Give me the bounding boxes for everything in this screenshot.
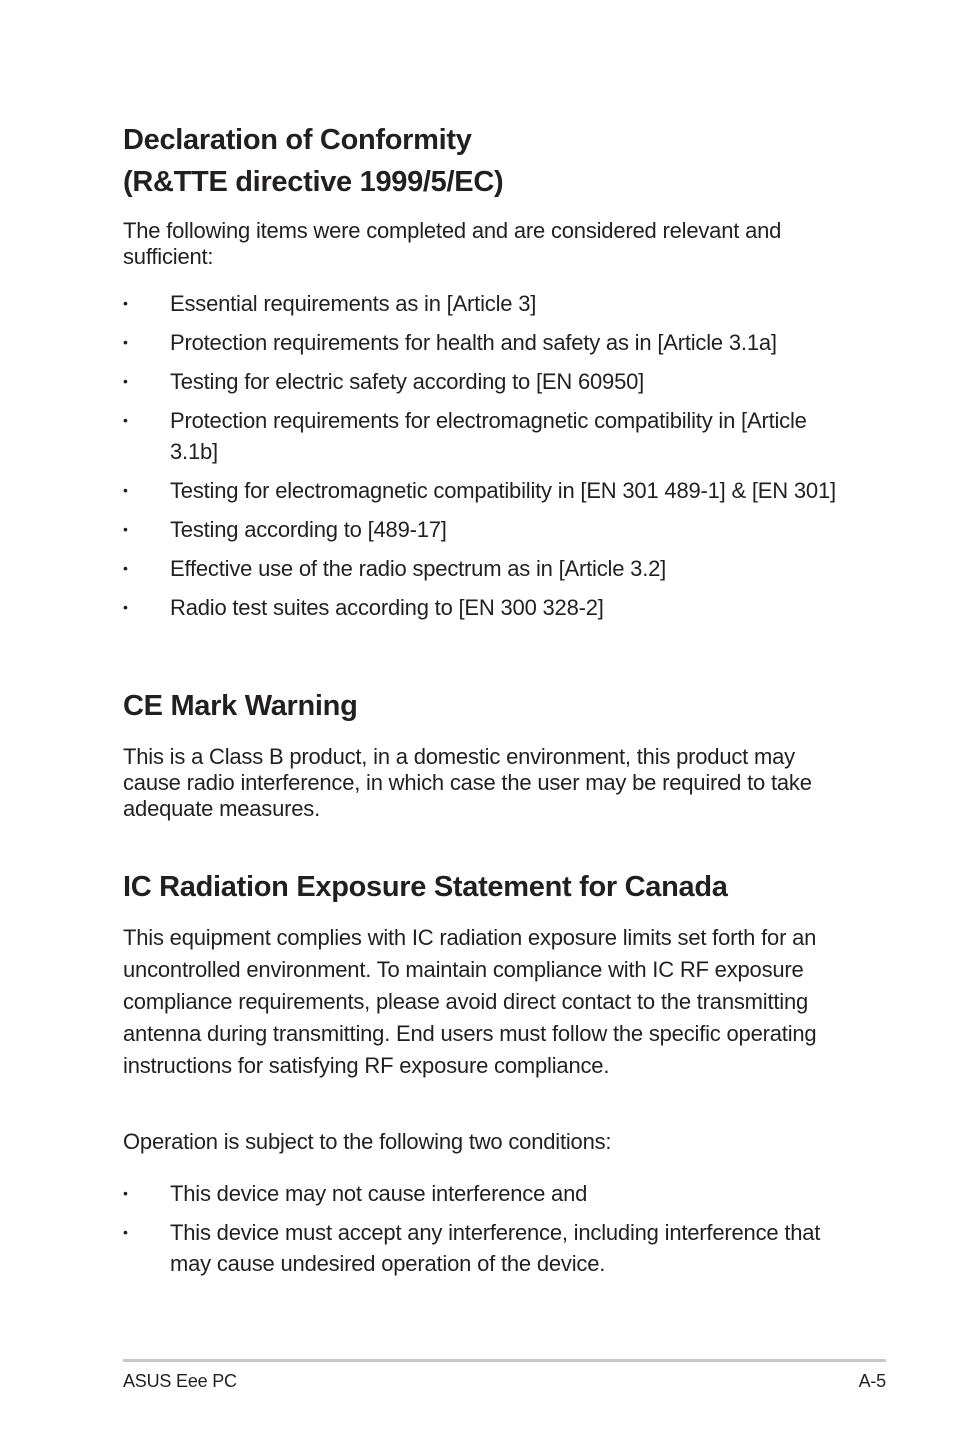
conditions-list xyxy=(123,1178,839,1287)
bullet-icon: • xyxy=(123,482,128,498)
conditions-intro: Operation is subject to the following two conditions: xyxy=(123,1129,612,1154)
bullet-icon: • xyxy=(123,295,128,311)
ic-radiation-body: This equipment complies with IC radiation exposure limits set forth for an uncontrolled environment. To maintain compliance with IC RF exposure compliance requirements, please avoid direct contact to the transmitting antenna during transmitting. End users must follow the specific operating instructions for satisfying RF exposure compliance. xyxy=(123,925,817,1078)
bullet-icon: • xyxy=(123,560,128,576)
footer-divider xyxy=(123,1359,886,1362)
declaration-list xyxy=(123,288,839,631)
list-item: • Testing according to [489-17] xyxy=(123,514,839,545)
list-item: • This device may not cause interference and xyxy=(123,1178,839,1209)
bullet-icon: • xyxy=(123,1185,128,1201)
list-item: • Testing for electromagnetic compatibility in [EN 301 489-1] & [EN 301] xyxy=(123,475,839,506)
declaration-title-line2: (R&TTE directive 1999/5/EC) xyxy=(123,166,504,198)
list-item: • Protection requirements for electromagnetic compatibility in [Article 3.1b] xyxy=(123,405,839,467)
bullet-icon: • xyxy=(123,334,128,350)
bullet-icon: • xyxy=(123,373,128,389)
bullet-icon: • xyxy=(123,412,128,428)
declaration-title xyxy=(123,119,839,203)
footer-page-number: A-5 xyxy=(858,1371,886,1391)
ce-mark-title: CE Mark Warning xyxy=(123,690,358,722)
list-item: • Radio test suites according to [EN 300 328-2] xyxy=(123,592,839,623)
bullet-icon: • xyxy=(123,1224,128,1240)
bullet-icon: • xyxy=(123,521,128,537)
list-item: • This device must accept any interference, including interference that may cause undesired operation of the device. xyxy=(123,1217,839,1279)
list-item: • Testing for electric safety according to [EN 60950] xyxy=(123,366,839,397)
bullet-icon: • xyxy=(123,599,128,615)
declaration-title-line1: Declaration of Conformity xyxy=(123,124,472,156)
list-item: • Essential requirements as in [Article 3] xyxy=(123,288,839,319)
declaration-intro: The following items were completed and are considered relevant and sufficient: xyxy=(123,218,782,269)
ic-radiation-title: IC Radiation Exposure Statement for Canada xyxy=(123,871,728,903)
list-item: • Protection requirements for health and safety as in [Article 3.1a] xyxy=(123,327,839,358)
ce-mark-body: This is a Class B product, in a domestic environment, this product may cause radio interference, in which case the user may be required to take adequate measures. xyxy=(123,744,812,821)
list-item: • Effective use of the radio spectrum as in [Article 3.2] xyxy=(123,553,839,584)
footer-product-name: ASUS Eee PC xyxy=(123,1371,237,1391)
